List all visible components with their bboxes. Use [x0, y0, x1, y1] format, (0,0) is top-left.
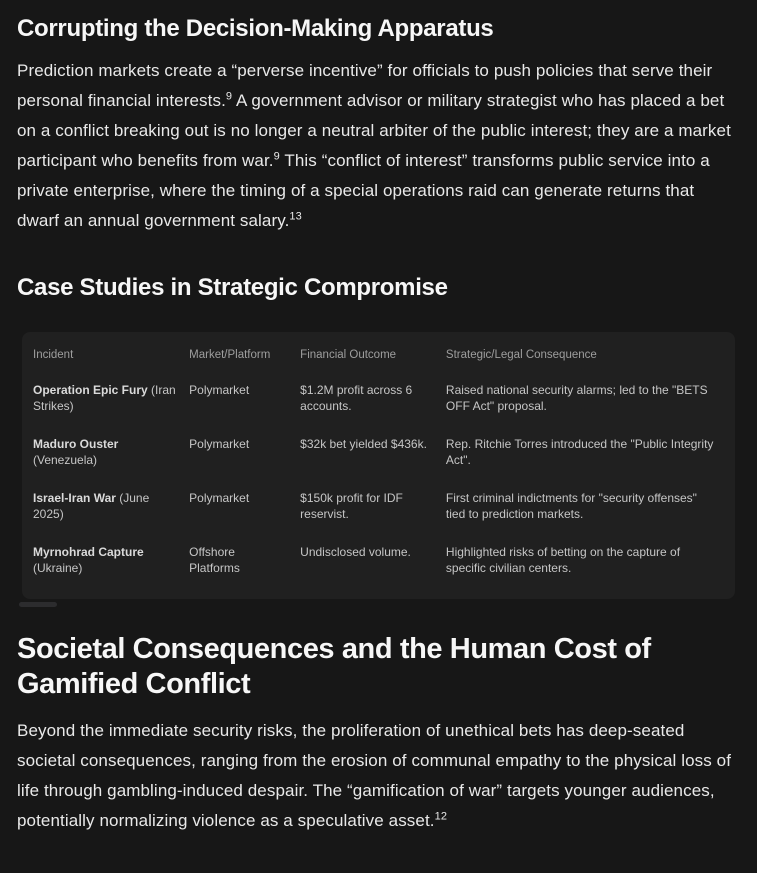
incident-cell	[33, 479, 189, 533]
column-header-incident: Incident	[33, 349, 74, 361]
platform-cell: Polymarket	[189, 437, 250, 451]
table-row	[33, 371, 727, 425]
paragraph-corrupting	[17, 56, 740, 236]
outcome-cell: Undisclosed volume.	[300, 545, 411, 559]
outcome-cell: $32k bet yielded $436k.	[300, 437, 427, 451]
table-row	[33, 425, 727, 479]
citation-link-9b[interactable]: 9	[273, 150, 280, 163]
consequence-cell: First criminal indictments for "security offenses" tied to prediction markets.	[445, 491, 697, 521]
case-studies-table-card	[22, 332, 735, 599]
paragraph-text: This “conflict of interest” transforms public service into a private enterprise, where the timing of a special operations raid can generate returns that dwarf an annual government salary.	[17, 151, 710, 230]
platform-cell: Polymarket	[189, 491, 250, 505]
incident-name: Operation Epic Fury	[33, 383, 148, 397]
incident-detail: (Ukraine)	[33, 561, 83, 575]
paragraph-text: Beyond the immediate security risks, the proliferation of unethical bets has deep-seated societal consequences, ranging from the erosion of communal empathy to the physical loss of life through gambling-induced despair. The “gamification of war” targets younger audiences, potentially normalizing violence as a speculative asset.	[17, 721, 732, 830]
section-heading-case-studies: Case Studies in Strategic Compromise	[17, 274, 448, 301]
incident-name: Myrnohrad Capture	[33, 545, 144, 559]
incident-cell	[33, 533, 189, 587]
incident-cell	[33, 425, 189, 479]
table-row	[33, 479, 727, 533]
outcome-cell: $150k profit for IDF reservist.	[300, 491, 403, 521]
incident-detail: (June 2025)	[33, 491, 150, 521]
incident-cell	[33, 371, 189, 425]
consequence-cell: Rep. Ritchie Torres introduced the "Public Integrity Act".	[445, 437, 714, 467]
incident-detail: (Venezuela)	[33, 453, 98, 467]
consequence-cell: Highlighted risks of betting on the capture of specific civilian centers.	[445, 545, 681, 575]
paragraph-societal	[17, 716, 740, 836]
platform-cell: Offshore Platforms	[189, 545, 240, 575]
platform-cell: Polymarket	[189, 383, 250, 397]
table-row	[33, 533, 727, 587]
outcome-cell: $1.2M profit across 6 accounts.	[300, 383, 413, 413]
table-horizontal-scrollbar[interactable]	[19, 602, 57, 607]
column-header-consequence: Strategic/Legal Consequence	[445, 349, 597, 361]
incident-detail: (Iran Strikes)	[33, 383, 176, 413]
incident-name: Maduro Ouster	[33, 437, 119, 451]
paragraph-text: A government advisor or military strategist who has placed a bet on a conflict breaking out is no longer a neutral arbiter of the public interest; they are a market participant who benefits from war.	[17, 91, 731, 170]
citation-link-12[interactable]: 12	[434, 810, 448, 823]
citation-link-9[interactable]: 9	[225, 90, 233, 103]
column-header-outcome: Financial Outcome	[300, 349, 397, 361]
table-header-row	[33, 336, 727, 371]
section-heading-corrupting: Corrupting the Decision-Making Apparatus	[17, 15, 494, 42]
section-heading-societal: Societal Consequences and the Human Cost of Gamified Conflict	[17, 633, 651, 700]
paragraph-text: Prediction markets create a “perverse incentive” for officials to push policies that serve their personal financial interests.	[17, 61, 713, 110]
consequence-cell: Raised national security alarms; led to the "BETS OFF Act" proposal.	[445, 383, 708, 413]
case-studies-table	[33, 336, 727, 587]
column-header-platform: Market/Platform	[189, 349, 271, 361]
citation-link-13[interactable]: 13	[289, 210, 302, 223]
incident-name: Israel-Iran War	[33, 491, 116, 505]
